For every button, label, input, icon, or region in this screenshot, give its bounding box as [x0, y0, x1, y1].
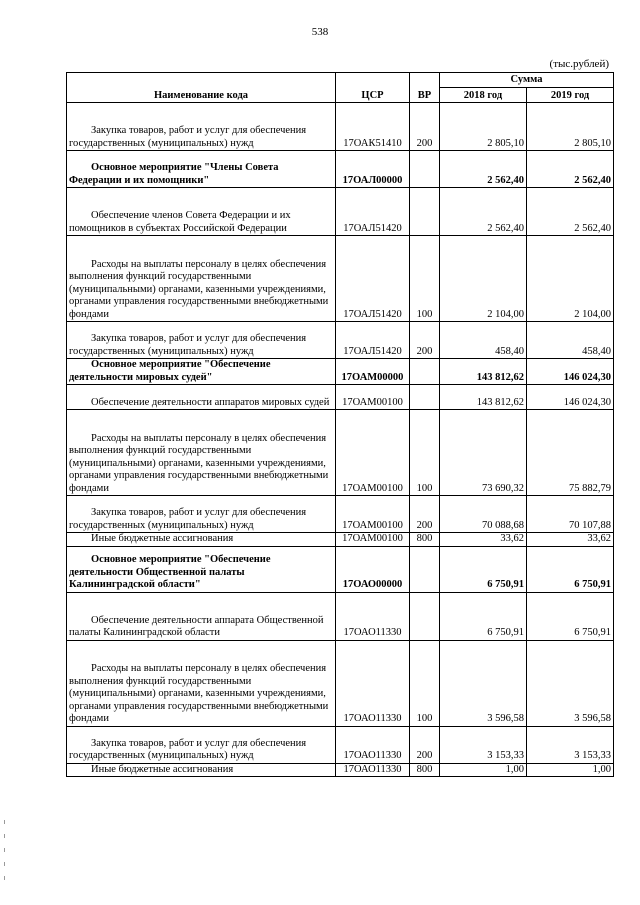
cell-name — [67, 410, 336, 496]
table-row — [67, 103, 614, 151]
table-row — [67, 592, 614, 640]
cell-csr: 17ОАО00000 — [336, 546, 410, 592]
table-row — [67, 188, 614, 236]
cell-csr: 17ОАМ00100 — [336, 385, 410, 410]
cell-2018: 70 088,68 — [440, 496, 527, 533]
header-2018: 2018 год — [440, 88, 527, 103]
row-name-text: Закупка товаров, работ и услуг для обеспечения государственных (муниципальных) нужд — [69, 737, 307, 761]
cell-vr: 200 — [410, 726, 440, 763]
cell-vr — [410, 188, 440, 236]
cell-vr: 100 — [410, 640, 440, 726]
cell-2018: 3 153,33 — [440, 726, 527, 763]
row-name-text: Обеспечение деятельности аппаратов мировых судей — [91, 396, 330, 408]
cell-csr: 17ОАЛ51420 — [336, 188, 410, 236]
cell-name — [67, 640, 336, 726]
budget-table — [66, 72, 614, 777]
cell-2019: 2 104,00 — [527, 236, 614, 322]
header-sum: Сумма — [440, 73, 614, 88]
table-row — [67, 359, 614, 385]
row-name-text: Закупка товаров, работ и услуг для обеспечения государственных (муниципальных) нужд — [69, 507, 307, 531]
cell-name — [67, 359, 336, 385]
cell-2018: 6 750,91 — [440, 546, 527, 592]
cell-vr: 200 — [410, 322, 440, 359]
table-row — [67, 322, 614, 359]
table-row — [67, 763, 614, 777]
row-name-text: Обеспечение членов Совета Федерации и их помощников в субъектах Российской Федерации — [69, 210, 291, 234]
cell-2018: 3 596,58 — [440, 640, 527, 726]
cell-csr: 17ОАМ00100 — [336, 496, 410, 533]
cell-2019: 3 153,33 — [527, 726, 614, 763]
cell-vr: 100 — [410, 236, 440, 322]
cell-name — [67, 546, 336, 592]
cell-2019: 6 750,91 — [527, 592, 614, 640]
cell-vr — [410, 592, 440, 640]
cell-2019: 1,00 — [527, 763, 614, 777]
cell-2018: 143 812,62 — [440, 385, 527, 410]
cell-2018: 2 805,10 — [440, 103, 527, 151]
cell-name — [67, 726, 336, 763]
cell-vr: 200 — [410, 496, 440, 533]
row-name-text: Расходы на выплаты персоналу в целях обеспечения выполнения функций государственными (муниципальными) органами, казенными учреждениями, органами управления государственными внебюджетными фондами — [69, 663, 329, 724]
cell-name — [67, 385, 336, 410]
cell-csr: 17ОАО11330 — [336, 763, 410, 777]
cell-2019: 33,62 — [527, 533, 614, 547]
table-row — [67, 236, 614, 322]
row-name-text: Закупка товаров, работ и услуг для обеспечения государственных (муниципальных) нужд — [69, 125, 307, 149]
cell-vr — [410, 359, 440, 385]
cell-2019: 2 562,40 — [527, 188, 614, 236]
units-label: (тыс.рублей) — [549, 58, 609, 70]
cell-vr — [410, 385, 440, 410]
cell-vr: 100 — [410, 410, 440, 496]
cell-vr: 200 — [410, 103, 440, 151]
cell-name — [67, 322, 336, 359]
cell-2019: 2 805,10 — [527, 103, 614, 151]
cell-csr: 17ОАО11330 — [336, 726, 410, 763]
cell-2018: 73 690,32 — [440, 410, 527, 496]
scan-marks — [4, 820, 6, 890]
cell-vr — [410, 546, 440, 592]
cell-2019: 6 750,91 — [527, 546, 614, 592]
cell-2019: 458,40 — [527, 322, 614, 359]
cell-2018: 33,62 — [440, 533, 527, 547]
cell-name — [67, 188, 336, 236]
table-row — [67, 496, 614, 533]
cell-csr: 17ОАК51410 — [336, 103, 410, 151]
cell-name — [67, 151, 336, 188]
cell-2019: 75 882,79 — [527, 410, 614, 496]
table-row — [67, 546, 614, 592]
row-name-text: Закупка товаров, работ и услуг для обеспечения государственных (муниципальных) нужд — [69, 333, 307, 357]
cell-csr: 17ОАЛ00000 — [336, 151, 410, 188]
cell-2018: 2 562,40 — [440, 188, 527, 236]
row-name-text: Расходы на выплаты персоналу в целях обеспечения выполнения функций государственными (муниципальными) органами, казенными учреждениями, органами управления государственными внебюджетными фондами — [69, 432, 329, 494]
cell-csr: 17ОАО11330 — [336, 640, 410, 726]
cell-2019: 2 562,40 — [527, 151, 614, 188]
cell-2018: 458,40 — [440, 322, 527, 359]
table-row — [67, 640, 614, 726]
cell-csr: 17ОАЛ51420 — [336, 236, 410, 322]
cell-name — [67, 592, 336, 640]
cell-name — [67, 496, 336, 533]
table-row — [67, 151, 614, 188]
row-name-text: Иные бюджетные ассигнования — [91, 533, 234, 544]
cell-name — [67, 236, 336, 322]
row-name-text: Расходы на выплаты персоналу в целях обеспечения выполнения функций государственными (муниципальными) органами, казенными учреждениями, органами управления государственными внебюджетными фондами — [69, 258, 329, 320]
cell-vr: 800 — [410, 533, 440, 547]
row-name-text: Обеспечение деятельности аппарата Общественной палаты Калининградской области — [69, 614, 324, 638]
cell-csr: 17ОАО11330 — [336, 592, 410, 640]
cell-2019: 70 107,88 — [527, 496, 614, 533]
table-row — [67, 726, 614, 763]
cell-name — [67, 103, 336, 151]
header-2019: 2019 год — [527, 88, 614, 103]
cell-name — [67, 533, 336, 547]
table-row — [67, 410, 614, 496]
cell-vr: 800 — [410, 763, 440, 777]
cell-csr: 17ОАМ00100 — [336, 533, 410, 547]
table-row — [67, 533, 614, 547]
page-number: 538 — [311, 26, 329, 38]
header-csr: ЦСР — [336, 73, 410, 103]
cell-2018: 1,00 — [440, 763, 527, 777]
cell-csr: 17ОАМ00000 — [336, 359, 410, 385]
row-name-text: Основное мероприятие "Обеспечение деятельности мировых судей" — [69, 359, 271, 383]
table-row — [67, 385, 614, 410]
cell-2018: 6 750,91 — [440, 592, 527, 640]
cell-2019: 146 024,30 — [527, 385, 614, 410]
cell-2018: 143 812,62 — [440, 359, 527, 385]
cell-2018: 2 562,40 — [440, 151, 527, 188]
header-vr: ВР — [410, 73, 440, 103]
cell-2018: 2 104,00 — [440, 236, 527, 322]
row-name-text: Иные бюджетные ассигнования — [91, 763, 234, 775]
cell-vr — [410, 151, 440, 188]
cell-csr: 17ОАЛ51420 — [336, 322, 410, 359]
cell-2019: 3 596,58 — [527, 640, 614, 726]
cell-2019: 146 024,30 — [527, 359, 614, 385]
row-name-text: Основное мероприятие "Члены Совета Федерации и их помощники" — [69, 162, 279, 186]
row-name-text: Основное мероприятие "Обеспечение деятельности Общественной палаты Калининградской области" — [69, 554, 271, 590]
header-name: Наименование кода — [67, 73, 336, 103]
cell-name — [67, 763, 336, 777]
cell-csr: 17ОАМ00100 — [336, 410, 410, 496]
